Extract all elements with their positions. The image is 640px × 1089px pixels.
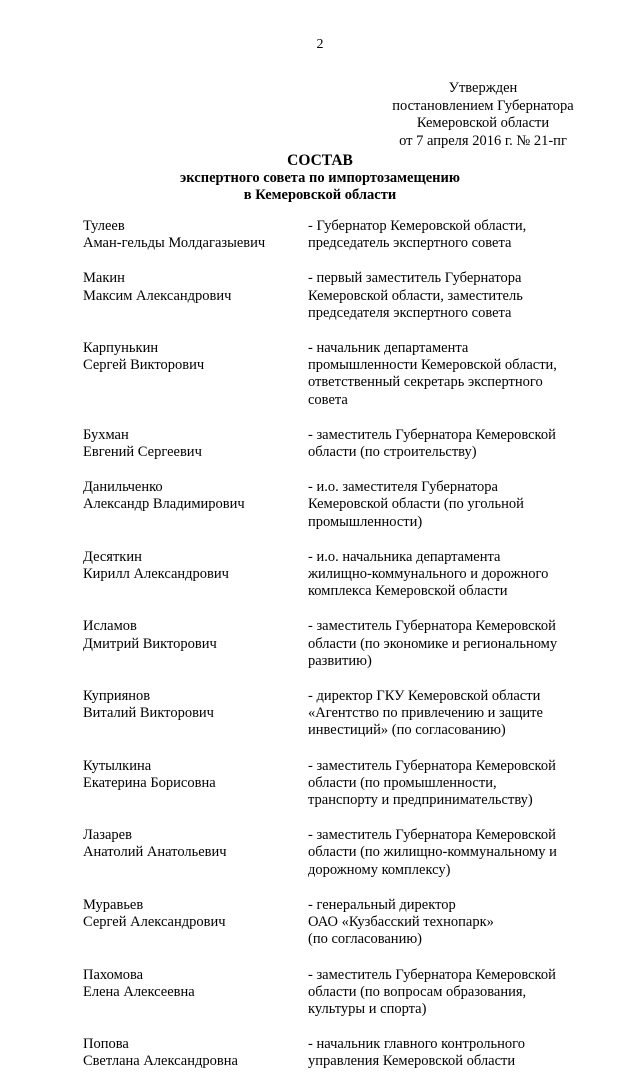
member-role-line: - и.о. начальника департамента (308, 548, 501, 565)
member-role (308, 1036, 598, 1070)
member-name (83, 618, 303, 652)
member-name (83, 479, 303, 513)
approval-line: Кемеровской области (416, 115, 550, 131)
member-name (83, 427, 303, 461)
member-role-line: развитию) (308, 652, 372, 669)
member-role-line: управления Кемеровской области (308, 1053, 516, 1070)
member-given-names: Анатолий Анатольевич (83, 844, 227, 861)
member-role-line: области (по строительству) (308, 444, 477, 461)
member-surname: Лазарев (83, 827, 132, 844)
member-role-line: - директор ГКУ Кемеровской области (308, 688, 541, 705)
member-role-line: Кемеровской области (по угольной (308, 496, 524, 513)
member-role-line: транспорту и предпринимательству) (308, 792, 533, 809)
member-name (83, 218, 303, 252)
member-role-line: области (по промышленности, (308, 774, 497, 791)
member-given-names: Дмитрий Викторович (83, 635, 217, 652)
member-role-line: области (по экономике и региональному (308, 635, 558, 652)
member-given-names: Екатерина Борисовна (83, 774, 216, 791)
member-role-line: - начальник департамента (308, 340, 469, 357)
member-role-line: ОАО «Кузбасский технопарк» (308, 914, 494, 931)
page-number: 2 (316, 37, 324, 52)
member-role-line: - и.о. заместителя Губернатора (308, 479, 498, 496)
document-title (0, 152, 640, 205)
member-given-names: Светлана Александровна (83, 1053, 238, 1070)
members-list (83, 218, 603, 1089)
member-name (83, 758, 303, 792)
member-role-line: инвестиций» (по согласованию) (308, 722, 506, 739)
approval-line: постановлением Губернатора (392, 97, 574, 114)
member-given-names: Елена Алексеевна (83, 983, 195, 1000)
member-role-line: - Губернатор Кемеровской области, (308, 218, 527, 234)
member-surname: Пахомова (83, 966, 144, 983)
member-role-line: совета (308, 391, 348, 408)
member-role-line: - заместитель Губернатора Кемеровской (308, 757, 556, 774)
member-row (83, 618, 603, 670)
member-role (308, 549, 598, 601)
member-given-names: Сергей Александрович (83, 914, 226, 931)
member-surname: Бухман (83, 426, 129, 443)
member-role-line: ответственный секретарь экспертного (308, 374, 543, 391)
member-role-line: - первый заместитель Губернатора (308, 270, 522, 287)
member-given-names: Кирилл Александрович (83, 566, 229, 583)
member-name (83, 340, 303, 374)
member-name (83, 688, 303, 722)
member-row (83, 427, 603, 461)
member-surname: Тулеев (83, 218, 125, 234)
member-row (83, 1036, 603, 1070)
member-role-line: (по согласованию) (308, 931, 422, 948)
member-role (308, 618, 598, 670)
member-role (308, 270, 598, 322)
member-row (83, 270, 603, 322)
member-surname: Куприянов (83, 688, 151, 705)
member-row (83, 827, 603, 879)
member-surname: Данильченко (83, 479, 163, 496)
member-role (308, 827, 598, 879)
member-surname: Макин (83, 270, 125, 287)
member-role (308, 758, 598, 810)
member-role-line: - заместитель Губернатора Кемеровской (308, 426, 556, 443)
member-role-line: председателя экспертного совета (308, 304, 512, 321)
member-role-line: промышленности) (308, 513, 423, 530)
member-name (83, 827, 303, 861)
title-line: в Кемеровской области (243, 187, 397, 203)
member-role-line: области (по жилищно-коммунальному и (308, 844, 557, 861)
member-given-names: Евгений Сергеевич (83, 444, 202, 461)
member-given-names: Сергей Викторович (83, 357, 205, 374)
member-role (308, 218, 598, 252)
member-role-line: области (по вопросам образования, (308, 983, 527, 1000)
member-role (308, 340, 598, 409)
member-role-line: - начальник главного контрольного (308, 1036, 525, 1053)
member-role (308, 479, 598, 531)
member-surname: Попова (83, 1036, 129, 1053)
approval-line: от 7 апреля 2016 г. № 21-пг (399, 132, 567, 149)
member-name (83, 549, 303, 583)
member-role-line: культуры и спорта) (308, 1000, 427, 1017)
member-given-names: Александр Владимирович (83, 496, 245, 513)
member-name (83, 270, 303, 304)
member-role-line: промышленности Кемеровской области, (308, 357, 557, 374)
member-role-line: комплекса Кемеровской области (308, 583, 508, 600)
member-row (83, 688, 603, 740)
member-role-line: - заместитель Губернатора Кемеровской (308, 966, 556, 983)
member-name (83, 897, 303, 931)
approval-line: Утвержден (448, 80, 518, 96)
member-name (83, 967, 303, 1001)
member-row (83, 967, 603, 1019)
member-given-names: Виталий Викторович (83, 705, 214, 722)
member-surname: Карпунькин (83, 340, 159, 357)
title-line: экспертного совета по импортозамещению (180, 169, 460, 186)
member-name (83, 1036, 303, 1070)
member-role-line: - заместитель Губернатора Кемеровской (308, 618, 556, 635)
member-role-line: жилищно-коммунального и дорожного (308, 566, 549, 583)
member-role-line: Кемеровской области, заместитель (308, 287, 523, 304)
member-surname: Кутылкина (83, 757, 152, 774)
member-surname: Муравьев (83, 896, 144, 913)
member-role-line: дорожному комплексу) (308, 861, 451, 878)
member-role (308, 967, 598, 1019)
member-row (83, 549, 603, 601)
member-given-names: Максим Александрович (83, 287, 232, 304)
member-row (83, 479, 603, 531)
title-main: СОСТАВ (287, 152, 353, 169)
member-role (308, 688, 598, 740)
approval-stamp (362, 80, 604, 150)
member-role-line: - заместитель Губернатора Кемеровской (308, 827, 556, 844)
member-row (83, 218, 603, 252)
member-given-names: Аман-гельды Молдагазыевич (83, 235, 266, 252)
member-surname: Десяткин (83, 548, 142, 565)
member-row (83, 758, 603, 810)
member-role-line: «Агентство по привлечению и защите (308, 705, 543, 722)
member-role-line: председатель экспертного совета (308, 235, 512, 252)
member-role-line: - генеральный директор (308, 896, 456, 913)
member-surname: Исламов (83, 618, 137, 635)
member-role (308, 427, 598, 461)
member-row (83, 340, 603, 409)
